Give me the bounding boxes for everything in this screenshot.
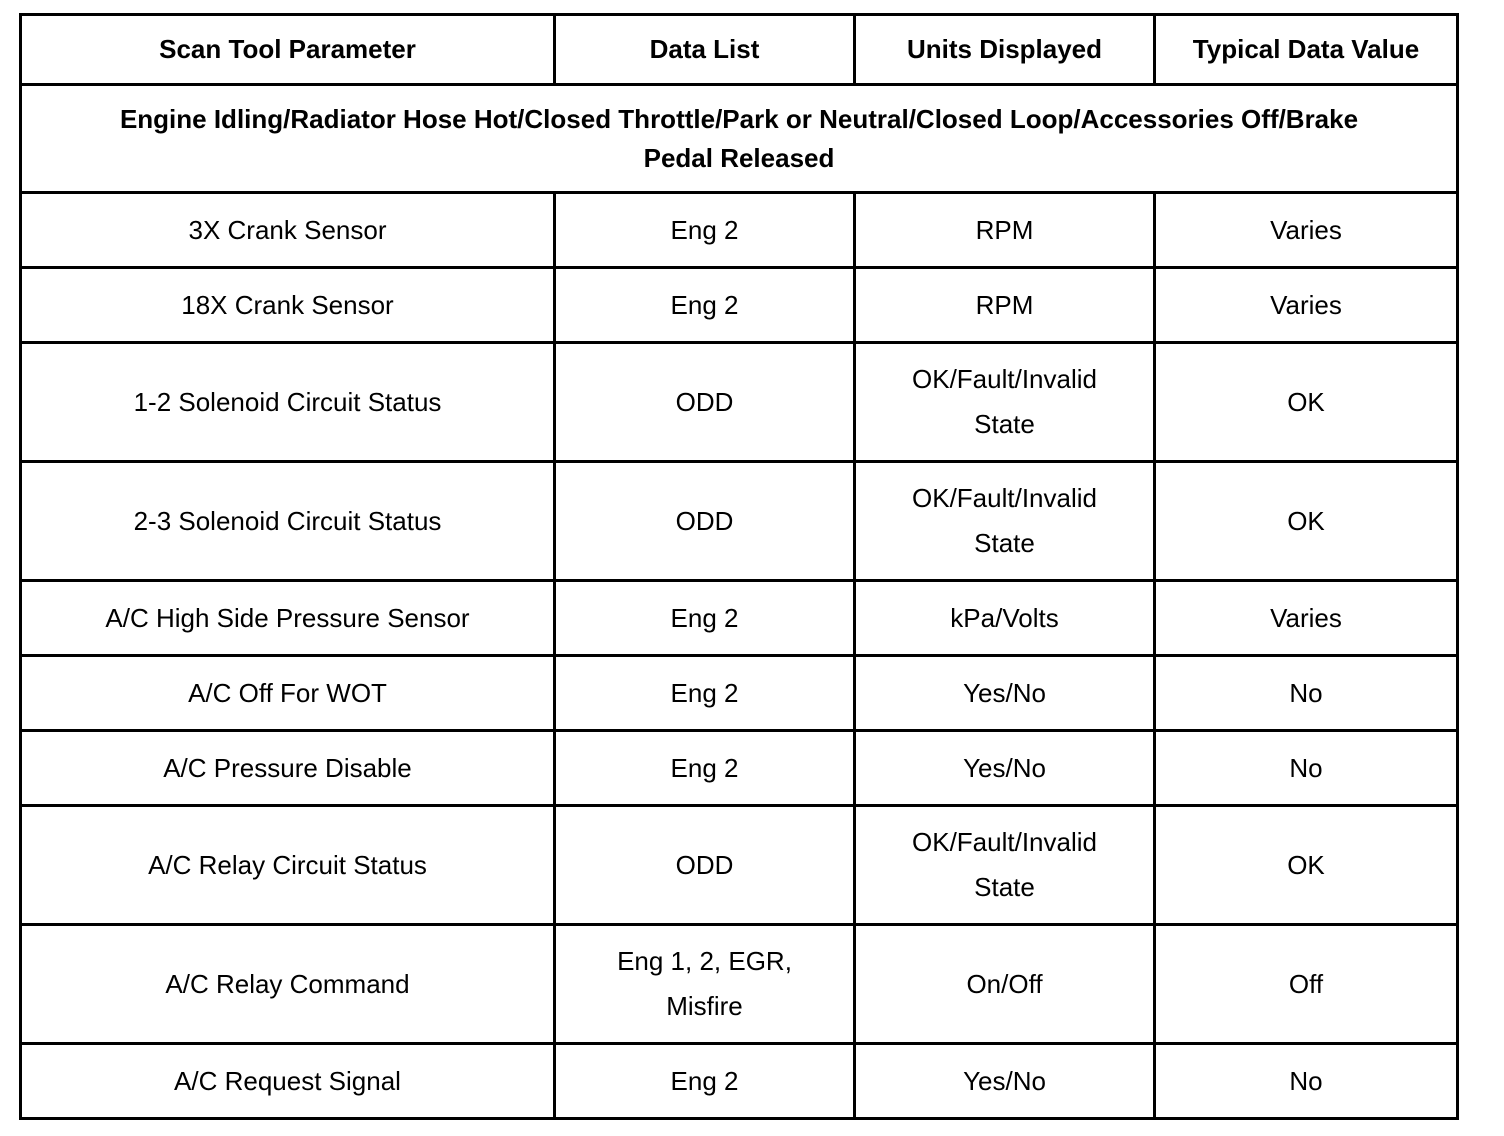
table-row	[21, 268, 1458, 343]
units-cell: RPM	[855, 193, 1155, 268]
data-list-cell: ODD	[555, 343, 855, 462]
table-row	[21, 581, 1458, 656]
parameter-cell: A/C Request Signal	[21, 1044, 555, 1119]
typical-value-cell: Off	[1155, 925, 1458, 1044]
scan-tool-data-table	[19, 13, 1459, 1120]
table-row	[21, 462, 1458, 581]
parameter-cell: A/C Relay Command	[21, 925, 555, 1044]
typical-value-cell: No	[1155, 1044, 1458, 1119]
data-list-cell: Eng 2	[555, 1044, 855, 1119]
data-list-cell: Eng 2	[555, 656, 855, 731]
data-list-cell: Eng 2	[555, 268, 855, 343]
typical-value-cell: OK	[1155, 343, 1458, 462]
typical-value-cell: Varies	[1155, 581, 1458, 656]
parameter-cell: A/C Off For WOT	[21, 656, 555, 731]
typical-value-cell: Varies	[1155, 268, 1458, 343]
table-row	[21, 925, 1458, 1044]
data-list-cell: Eng 2	[555, 193, 855, 268]
units-cell: OK/Fault/Invalid State	[855, 462, 1155, 581]
parameter-cell: 18X Crank Sensor	[21, 268, 555, 343]
table-row	[21, 806, 1458, 925]
data-list-cell: Eng 2	[555, 581, 855, 656]
header-data-list: Data List	[555, 15, 855, 85]
test-conditions: Engine Idling/Radiator Hose Hot/Closed Throttle/Park or Neutral/Closed Loop/Accessories Off/Brake Pedal Released	[21, 85, 1458, 193]
typical-value-cell: Varies	[1155, 193, 1458, 268]
header-units-displayed: Units Displayed	[855, 15, 1155, 85]
table-row	[21, 731, 1458, 806]
units-cell: kPa/Volts	[855, 581, 1155, 656]
header-scan-tool-parameter: Scan Tool Parameter	[21, 15, 555, 85]
condition-row	[21, 85, 1458, 193]
parameter-cell: 1-2 Solenoid Circuit Status	[21, 343, 555, 462]
parameter-cell: 3X Crank Sensor	[21, 193, 555, 268]
typical-value-cell: No	[1155, 731, 1458, 806]
units-cell: OK/Fault/Invalid State	[855, 343, 1155, 462]
typical-value-cell: OK	[1155, 806, 1458, 925]
data-list-cell: ODD	[555, 462, 855, 581]
data-list-cell: ODD	[555, 806, 855, 925]
table-row	[21, 656, 1458, 731]
parameter-cell: A/C Pressure Disable	[21, 731, 555, 806]
units-cell: RPM	[855, 268, 1155, 343]
data-list-cell: Eng 2	[555, 731, 855, 806]
table-row	[21, 343, 1458, 462]
data-list-cell: Eng 1, 2, EGR, Misfire	[555, 925, 855, 1044]
parameter-cell: 2-3 Solenoid Circuit Status	[21, 462, 555, 581]
table-row	[21, 193, 1458, 268]
parameter-cell: A/C Relay Circuit Status	[21, 806, 555, 925]
table-row	[21, 1044, 1458, 1119]
typical-value-cell: OK	[1155, 462, 1458, 581]
header-row	[21, 15, 1458, 85]
header-typical-data-value: Typical Data Value	[1155, 15, 1458, 85]
units-cell: Yes/No	[855, 1044, 1155, 1119]
units-cell: OK/Fault/Invalid State	[855, 806, 1155, 925]
units-cell: On/Off	[855, 925, 1155, 1044]
units-cell: Yes/No	[855, 656, 1155, 731]
typical-value-cell: No	[1155, 656, 1458, 731]
units-cell: Yes/No	[855, 731, 1155, 806]
parameter-cell: A/C High Side Pressure Sensor	[21, 581, 555, 656]
